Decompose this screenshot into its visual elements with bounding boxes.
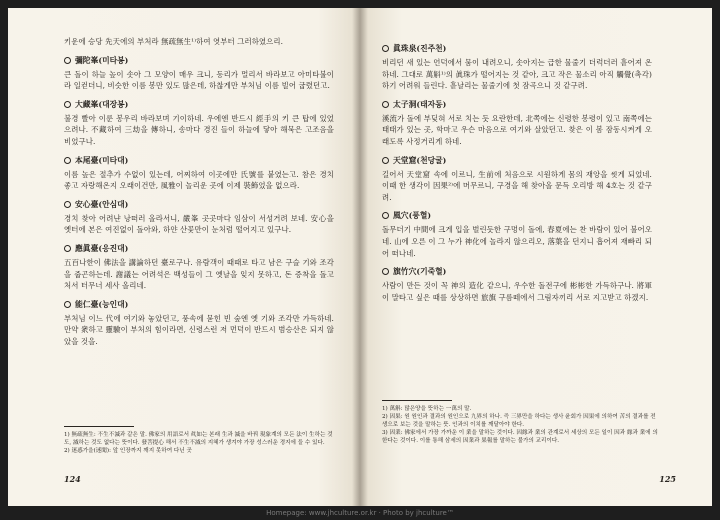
section-text: 비리던 새 있는 언덕에서 뭄이 내려오니, 솟아지는 급한 물줄기 더럭더러 흩어져 온하네. 그대로 萬斛¹⁾의 眞珠가 떨어지는 것 같아, 크고 작은 물소리 아직 觸覺(촉각)하기 어려워 들린다. 흩날리는 물줄기에 첫 잠곡으니 것 같구려.	[382, 58, 652, 91]
section-heading	[64, 55, 334, 66]
circle-bullet-icon	[382, 212, 389, 219]
section-heading	[64, 243, 334, 254]
section-title: 風穴(풍혈)	[393, 211, 432, 221]
right-footnotes	[382, 400, 658, 445]
section-title: 大藏峯(대장봉)	[75, 99, 129, 109]
footnote-divider	[64, 426, 134, 427]
section-heading	[382, 266, 652, 277]
section-text: 경치 찾아 어려냔 낭떠러 올라서니, 嚴峯 곳곳마다 임삼이 서성거려 보네. 安心을 옛터에 본은 여진없이 돌아와, 하얀 산꽃만이 눈처럼 떨어지고 있구나.	[64, 213, 334, 235]
footnote: 3) 因業: 佛家에서 가장 가까운 이 業을 말하는 것이다. 因緣과 業의 관계로서 세상의 모든 일이 因과 緣과 業에 의한다는 것이다. 이를 통해 삼세의 因業과 果報를 말하는 불가의 교리이다.	[382, 430, 658, 444]
section-heading	[382, 43, 652, 54]
footnote-divider	[382, 400, 452, 401]
section-text: 큰 돌이 하늘 높이 솟아 그 모양이 매우 크니, 동리가 멀리서 바라보고 아미타불이라 일컫더니, 비슷한 이름 봉만 있도 많은데, 하찮게만 부처님 이름 빌어 굽렸던고.	[64, 69, 334, 91]
section-text: 溪流가 돌에 부딪혀 서로 치는 듯 요란한데, 北쪽에는 신령한 봉령이 있고 南쪽에는 태태가 있는 곳, 학마고 우슨 마음으로 여기와 살았던고. 찾은 이 봄 잠동시켜게 오래도록 사정거리게 하네.	[382, 113, 652, 146]
section-text: 길어서 天堂窟 속에 이르니, 生前에 처음으로 시원하게 몸의 재앙을 씻게 되었네. 이때 한 생각이 因果²⁾에 머무르니, 구경을 해 찾아올 문득 오리방 해 4호는 것 같구려.	[382, 169, 652, 202]
section-heading	[64, 199, 334, 210]
book-spread	[8, 8, 712, 506]
section-title: 太子洞(태자동)	[393, 99, 447, 109]
footnote: 1) 無疏無生: 不生不滅과 같은 말. 佛家의 用語로서 眞如는 본래 生과 滅을 바꿔 現象계의 모든 法이 生하는 것도, 滅하는 것도 없다는 뜻이다. 發菩提心 해서 不生不滅의 지혜가 생겨야 가장 성스러운 경지에 들 수 있다.	[64, 432, 333, 446]
circle-bullet-icon	[64, 101, 71, 108]
circle-bullet-icon	[382, 157, 389, 164]
circle-bullet-icon	[382, 45, 389, 52]
section-text: 五百나한이 佛法을 講論하던 臺로구나. 유람객이 때때로 타고 남은 구슬 기와 조각을 줍곤하는데. 謝議는 어려석은 백성들이 그 옛날을 잊지 못하고, 돈 증착을 돌고처서 터무너 세사 올리네.	[64, 257, 334, 291]
section-title: 彌陀峯(미타봉)	[75, 55, 129, 65]
left-text-column	[64, 36, 334, 348]
section-title: 能仁臺(능인대)	[75, 299, 129, 309]
footnote: 1) 萬斛: 많은양을 뜻하는 一萬의 말.	[382, 406, 472, 412]
section-text: 이름 높은 절추가 수없이 있는데, 어찌하여 이곳에만 氏號를 붙였는고. 참은 경치 좋고 자랑해온지 오래이건만, 風雅이 놀리운 곳에 이제 裝飾었을 없으라.	[64, 169, 334, 191]
section-heading	[64, 155, 334, 166]
section-text: 사람이 만든 것이 꼭 神의 造化 같으니, 우수한 돌전구에 彬彬한 가득하구나. 將軍이 말타고 싶은 때를 상상하면 旅旗 구름떼에서 그림자끼리 서로 지고받고 하겠지.	[382, 281, 652, 302]
right-text-column	[382, 36, 652, 303]
footnote: 2) 迷惑가을(迷聞): 앞 인장까지 깨지 못하여 다닌 곳	[64, 448, 192, 454]
section-title: 旗竹穴(기죽혈)	[393, 267, 447, 277]
section-heading	[382, 210, 652, 221]
circle-bullet-icon	[64, 245, 71, 252]
section-heading	[382, 155, 652, 166]
circle-bullet-icon	[382, 101, 389, 108]
section-text: 부처님 이느 代에 여기와 놓았던고, 풍속에 묻힌 빈 숲엔 옛 기와 조각만 가득하네. 만약 衆하고 靈驗이 부처의 힘이라면, 신령스런 저 먼덕이 반드시 범승산은 되지 않았을 것을.	[64, 313, 334, 346]
circle-bullet-icon	[64, 301, 71, 308]
intro-text: 키운에 승당 先天에의 부처라 無疏無生¹⁾하여 엿부터 그러하였으리.	[64, 37, 284, 46]
section-title: 應眞臺(응진대)	[75, 243, 129, 253]
right-page	[360, 8, 712, 506]
section-title: 天堂窟(천당굴)	[393, 155, 447, 165]
circle-bullet-icon	[382, 268, 389, 275]
section-text: 돌무더기 中間에 크게 입을 벌린듯한 구멍이 돌에, 春夏에는 찬 바람이 있어 불어오네. 山에 오른 이 그 누가 神化에 놀라지 않으리오, 落葉을 던지니 흡어져 재빠리 되어 떠나네.	[382, 225, 652, 258]
circle-bullet-icon	[64, 157, 71, 164]
circle-bullet-icon	[64, 57, 71, 64]
section-title: 本尾臺(미타대)	[75, 155, 129, 165]
section-heading	[382, 99, 652, 110]
section-title: 安心臺(안심대)	[75, 199, 129, 209]
page-number: 124	[64, 474, 81, 484]
section-text: 불경 빨아 이룬 봉우리 바라보며 기이하네. 우에엔 반드시 經手의 키 큰 탑에 있었으려나. 不藏하여 三劫을 傳하니, 송마다 경진 들이 하늘에 닿아 해묵은 고조음을 비었구나.	[64, 113, 334, 146]
section-heading	[64, 299, 334, 310]
footnote: 2) 因果: 원 원인과 결과의 원인으로 九界의 하나. 즉 三界만을 하다는 생사 윤회가 因果에 의하여 苦의 결과를 전생으로 보는 것을 말하는 뜻. 인과의 이치를 깨달아야 한다.	[382, 414, 656, 428]
photo-caption: Homepage: www.jhculture.or.kr · Photo by jhculture™	[266, 509, 454, 517]
page-number: 125	[659, 474, 676, 484]
left-page	[8, 8, 360, 506]
book-gutter	[352, 8, 368, 506]
section-title: 眞珠泉(진주천)	[393, 44, 447, 53]
circle-bullet-icon	[64, 201, 71, 208]
left-footnotes	[64, 426, 334, 455]
section-heading	[64, 99, 334, 110]
